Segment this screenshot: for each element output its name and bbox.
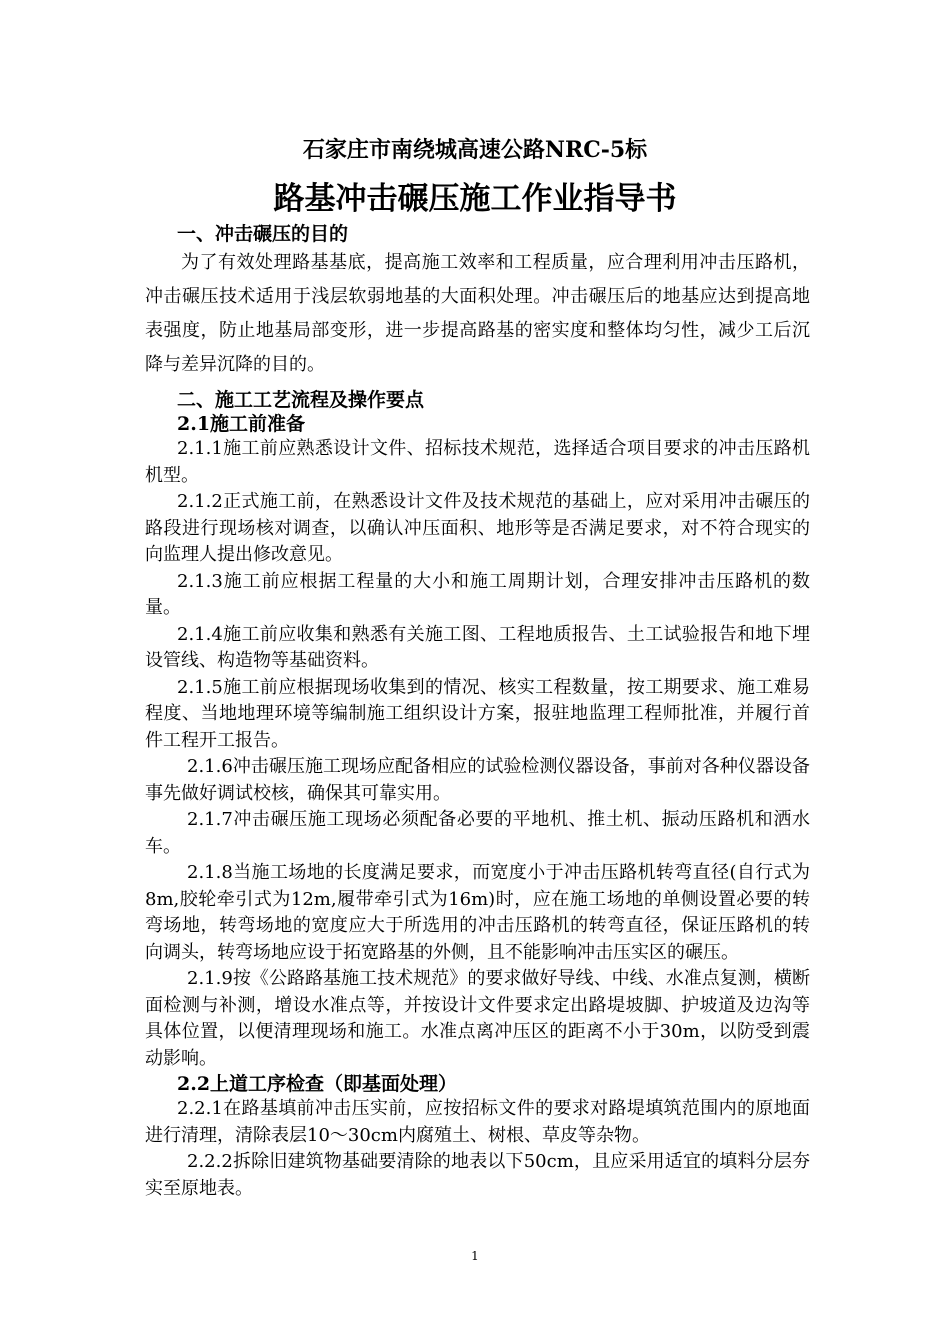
paragraph-2-1-7: 2.1.7冲击碾压施工现场必须配备必要的平地机、推土机、振动压路机和洒水车。 [145,809,810,857]
paragraph-2-1-5: 2.1.5施工前应根据现场收集到的情况、核实工程数量，按工期要求、施工难易程度、当地地理环境等编制施工组织设计方案，报驻地监理工程师批准，并履行首件工程开工报告。 [145,676,810,751]
paragraph-2-1-2: 2.1.2正式施工前，在熟悉设计文件及技术规范的基础上，应对采用冲击碾压的路段进行现场核对调查，以确认冲压面积、地形等是否满足要求，对不符合现实的向监理人提出修改意见。 [145,491,810,565]
document-title: 路基冲击碾压施工作业指导书 [273,181,677,217]
paragraph-2-2-1: 2.2.1在路基填前冲击压实前，应按招标文件的要求对路堤填筑范围内的原地面进行清理，清除表层10～30cm内腐殖土、树根、草皮等杂物。 [145,1098,810,1146]
paragraph-2-1-9: 2.1.9按《公路路基施工技术规范》的要求做好导线、中线、水准点复测，横断面检测与补测，增设水准点等，并按设计文件要求定出路堤坡脚、护坡道及边沟等具体位置，以便清理现场和施工。水准点离冲压区的距离不小于30m，以防受到震动影响。 [145,968,810,1069]
subsection-heading-2-2: 2.2上道工序检查（即基面处理） [177,1073,458,1095]
paragraph-2-1-4: 2.1.4施工前应收集和熟悉有关施工图、工程地质报告、土工试验报告和地下埋设管线、构造物等基础资料。 [145,623,810,671]
paragraph-2-1-8: 2.1.8当施工场地的长度满足要求，而宽度小于冲击压路机转弯直径(自行式为8m,胶轮牵引式为12m,履带牵引式为16m)时，应在施工场地的单侧设置必要的转弯场地，转弯场地的宽度应大于所选用的冲击压路机的转弯直径，保证压路机的转向调头，转弯场地应设于拓宽路基的外侧，且不能影响冲击压实区的碾压。 [145,862,810,963]
paragraph-2-1-6: 2.1.6冲击碾压施工现场应配备相应的试验检测仪器设备，事前对各种仪器设备事先做好调试校核，确保其可靠实用。 [145,756,810,804]
paragraph-2-1-1: 2.1.1施工前应熟悉设计文件、招标技术规范，选择适合项目要求的冲击压路机机型。 [145,438,810,486]
paragraph-2-2-2: 2.2.2拆除旧建筑物基础要清除的地表以下50cm，且应采用适宜的填料分层夯实至原地表。 [145,1151,810,1199]
page-number: 1 [471,1249,479,1263]
document-body [145,222,810,1202]
paragraph-2-1-3: 2.1.3施工前应根据工程量的大小和施工周期计划，合理安排冲击压路机的数量。 [145,570,810,618]
section-heading-process: 二、施工工艺流程及操作要点 [177,389,425,411]
subsection-heading-2-1: 2.1施工前准备 [177,413,306,435]
paragraph-purpose: 为了有效处理路基基底，提高施工效率和工程质量，应合理利用冲击压路机，冲击碾压技术适用于浅层软弱地基的大面积处理。冲击碾压后的地基应达到提高地表强度，防止地基局部变形，进一步提高路基的密实度和整体均匀性，减少工后沉降与差异沉降的目的。 [145,252,810,375]
section-heading-purpose: 一、冲击碾压的目的 [177,223,349,245]
document-subtitle: 石家庄市南绕城高速公路NRC-5标 [302,137,648,163]
